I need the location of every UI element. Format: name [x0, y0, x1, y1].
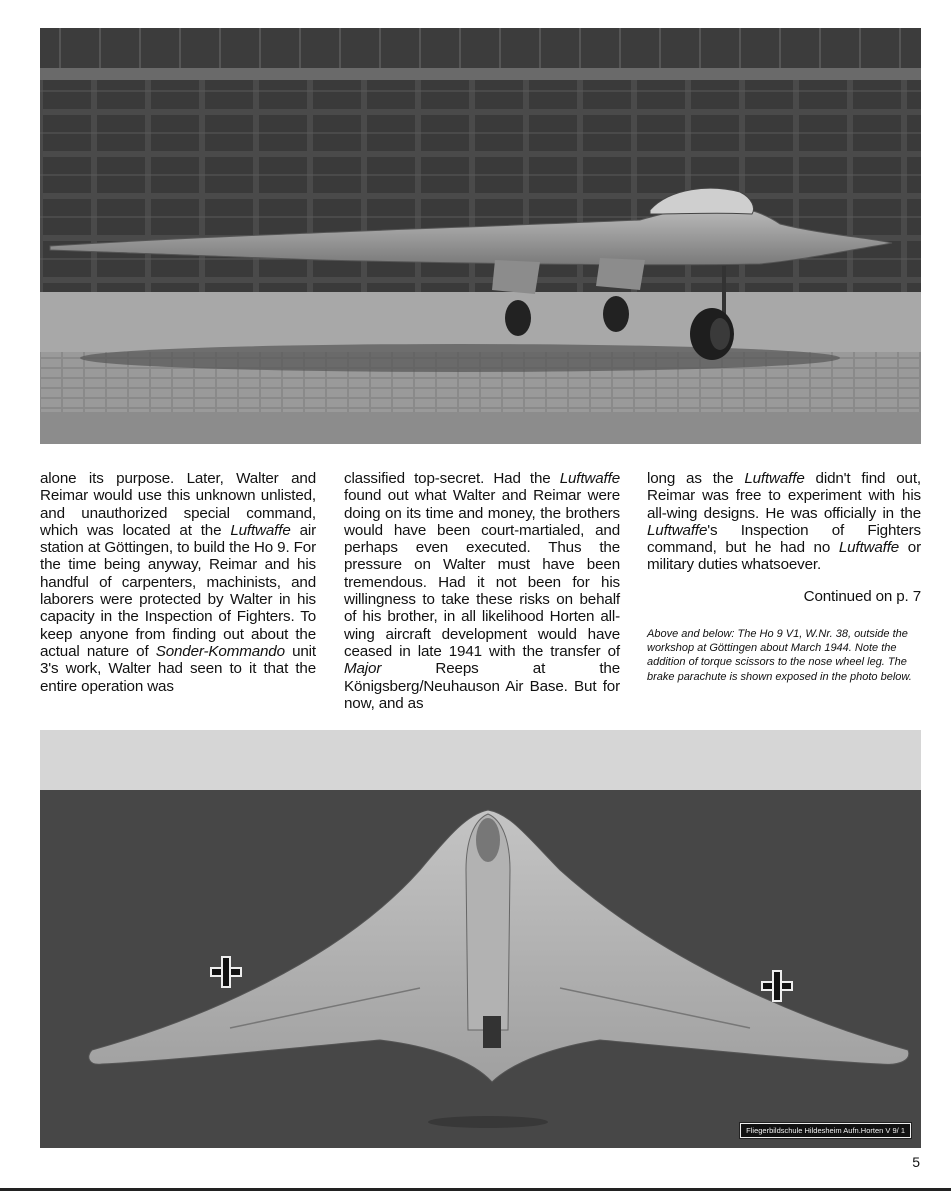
photo-archive-stamp: Fliegerbildschule Hildesheim Aufn.Horten V 9/ 1 — [740, 1123, 911, 1138]
text-column-1 — [40, 470, 316, 695]
page-number: 5 — [912, 1154, 920, 1170]
photo-aircraft-side-view — [40, 28, 921, 444]
paragraph: long as the Luftwaffe didn't find out, Reimar was free to experiment with his all-wing designs. He was officially in the Luftwaffe's Inspection of Fighters command, but he had no Luftwaffe or military duties whatsoever. — [647, 470, 921, 574]
aircraft-top-illustration — [40, 730, 921, 1148]
text-column-2 — [344, 470, 620, 712]
footer-rule — [0, 1188, 951, 1191]
paragraph: classified top-secret. Had the Luftwaffe found out what Walter and Reimar were doing on its time and money, the brothers would have been court-martialed, and perhaps even executed. Thus the pressure on Walter must have been tremendous. Had it not been for his willingness to take these risks on behalf of his brother, in all likelihood Horten all-wing aircraft development would have ceased in late 1941 with the transfer of Major Reeps at the Königsberg/Neuhauson Air Base. But for now, and as — [344, 470, 620, 712]
paragraph: alone its purpose. Later, Walter and Reimar would use this unknown unlisted, and unauthorized special command, which was located at the Luftwaffe air station at Göttingen, to build the Ho 9. For the time being anyway, Reimar and his handful of carpenters, machinists, and laborers were protected by Walter in his capacity in the Inspection of Fighters. To keep anyone from finding out about the actual nature of Sonder-Kommando unit 3's work, Walter had seen to it that the entire operation was — [40, 470, 316, 695]
continued-note: Continued on p. 7 — [803, 587, 921, 605]
photo-caption: Above and below: The Ho 9 V1, W.Nr. 38, outside the workshop at Göttingen about March 1944. Note the addition of torque scissors to the nose wheel leg. The brake parachute is shown exposed in the photo below. — [647, 628, 912, 683]
photo-aircraft-top-view — [40, 730, 921, 1148]
aircraft-side-illustration — [40, 28, 921, 444]
text-column-3 — [647, 470, 921, 684]
